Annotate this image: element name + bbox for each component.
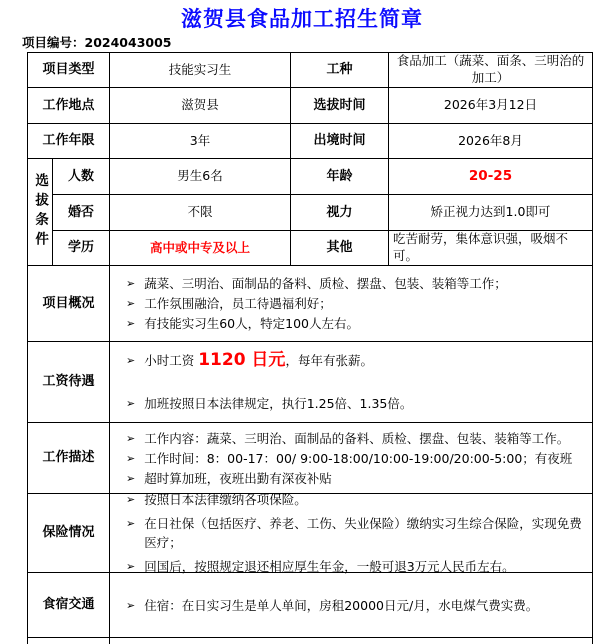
- label-room-board: 食宿交通: [28, 573, 110, 638]
- bullet-item: ➢ 按照日本法律缴纳各项保险。: [126, 492, 307, 507]
- arrow-bullet-icon: ➢: [126, 598, 136, 612]
- bullet-item: [118, 351, 586, 370]
- label-job-kind: 工种: [291, 53, 389, 88]
- arrow-bullet-icon: ➢: [126, 297, 136, 310]
- arrow-bullet-icon: ➢: [126, 354, 136, 367]
- label-wages: 工资待遇: [28, 342, 110, 423]
- label-marital-status: 婚否: [53, 195, 110, 231]
- bullet-item: ➢ 回国后，按照规定退还相应厚生年金，一般可退3万元人民币左右。: [126, 559, 515, 574]
- arrow-bullet-icon: ➢: [126, 560, 136, 573]
- label-selection-date: 选拔时间: [291, 88, 389, 124]
- arrow-bullet-icon: ➢: [126, 317, 136, 330]
- wage-amount-highlight: 1120 日元: [198, 350, 286, 370]
- label-eyesight: 视力: [291, 195, 389, 231]
- bullet-item: ➢ 超时算加班，夜班出勤有深夜补贴: [126, 470, 332, 486]
- value-selection-date: 2026年3月12日: [389, 88, 593, 124]
- bullet-item: ➢ 在日社保（包括医疗、养老、工伤、失业保险）缴纳实习生综合保险，实现免费医疗；: [126, 516, 582, 550]
- section-wages: [110, 342, 593, 423]
- value-work-years: 3年: [110, 124, 291, 159]
- value-marital-status: 不限: [110, 195, 291, 231]
- clipped-next-row-label-cell: [28, 638, 110, 644]
- section-insurance: [110, 494, 593, 573]
- bullet-item: ➢ 蔬菜、三明治、面制品的备料、质检、摆盘、包装、装箱等工作；: [126, 276, 507, 291]
- bullet-item: ➢ 工作氛围融洽，员工待遇福利好；: [126, 296, 332, 311]
- section-job-description: [110, 423, 593, 494]
- bullet-item: ➢ 加班按照日本法律规定，执行1.25倍、1.35倍。: [126, 396, 413, 411]
- bullet-item: ➢ 工作时间：8：00-17：00/ 9:00-18:00/10:00-19:00/20:00-5:00；有夜班: [126, 450, 573, 466]
- section-project-overview: [110, 266, 593, 342]
- value-job-kind: 食品加工（蔬菜、面条、三明治的加工）: [389, 53, 593, 88]
- label-work-years: 工作年限: [28, 124, 110, 159]
- project-number-line: [22, 33, 172, 51]
- value-departure-date: 2026年8月: [389, 124, 593, 159]
- bullet-item: ➢ 工作内容：蔬菜、三明治、面制品的备料、质检、摆盘、包装、装箱等工作。: [126, 430, 570, 446]
- selection-conditions-vertical-text: 选拔条件: [32, 173, 49, 251]
- arrow-bullet-icon: ➢: [126, 471, 136, 485]
- value-education: 高中或中专及以上: [110, 231, 291, 266]
- value-work-location: 滋贺县: [110, 88, 291, 124]
- page-title: 滋贺县食品加工招生简章: [181, 7, 423, 31]
- arrow-bullet-icon: ➢: [126, 451, 136, 465]
- label-project-overview: 项目概况: [28, 266, 110, 342]
- clipped-next-row-content-cell: [110, 638, 593, 644]
- label-work-location: 工作地点: [28, 88, 110, 124]
- label-project-type: 项目类型: [28, 53, 110, 88]
- section-room-board: [110, 573, 593, 638]
- wage-line: 小时工资 1120 日元，每年有张薪。: [144, 350, 373, 370]
- label-selection-conditions-group: [28, 159, 53, 266]
- label-departure-date: 出境时间: [291, 124, 389, 159]
- value-age: 20-25: [389, 159, 593, 195]
- label-other-requirements: 其他: [291, 231, 389, 266]
- value-eyesight: 矫正视力达到1.0即可: [389, 195, 593, 231]
- label-job-description: 工作描述: [28, 423, 110, 494]
- bullet-item: ➢ 有技能实习生60人，特定100人左右。: [126, 316, 359, 331]
- project-number-value: 2024043005: [84, 35, 172, 50]
- arrow-bullet-icon: ➢: [126, 493, 136, 506]
- bullet-item: ➢ 住宿：在日实习生是单人单间，房租20000日元/月，水电煤气费实费。: [126, 597, 539, 613]
- arrow-bullet-icon: ➢: [126, 517, 136, 530]
- label-insurance: 保险情况: [28, 494, 110, 573]
- arrow-bullet-icon: ➢: [126, 277, 136, 290]
- label-education: 学历: [53, 231, 110, 266]
- recruitment-table: [27, 52, 593, 644]
- project-number-label: 项目编号：: [22, 35, 85, 50]
- arrow-bullet-icon: ➢: [126, 431, 136, 445]
- label-age: 年龄: [291, 159, 389, 195]
- value-project-type: 技能实习生: [110, 53, 291, 88]
- label-headcount: 人数: [53, 159, 110, 195]
- arrow-bullet-icon: ➢: [126, 397, 136, 410]
- value-other-requirements: 吃苦耐劳，集体意识强，吸烟不可。: [389, 231, 593, 266]
- value-headcount: 男生6名: [110, 159, 291, 195]
